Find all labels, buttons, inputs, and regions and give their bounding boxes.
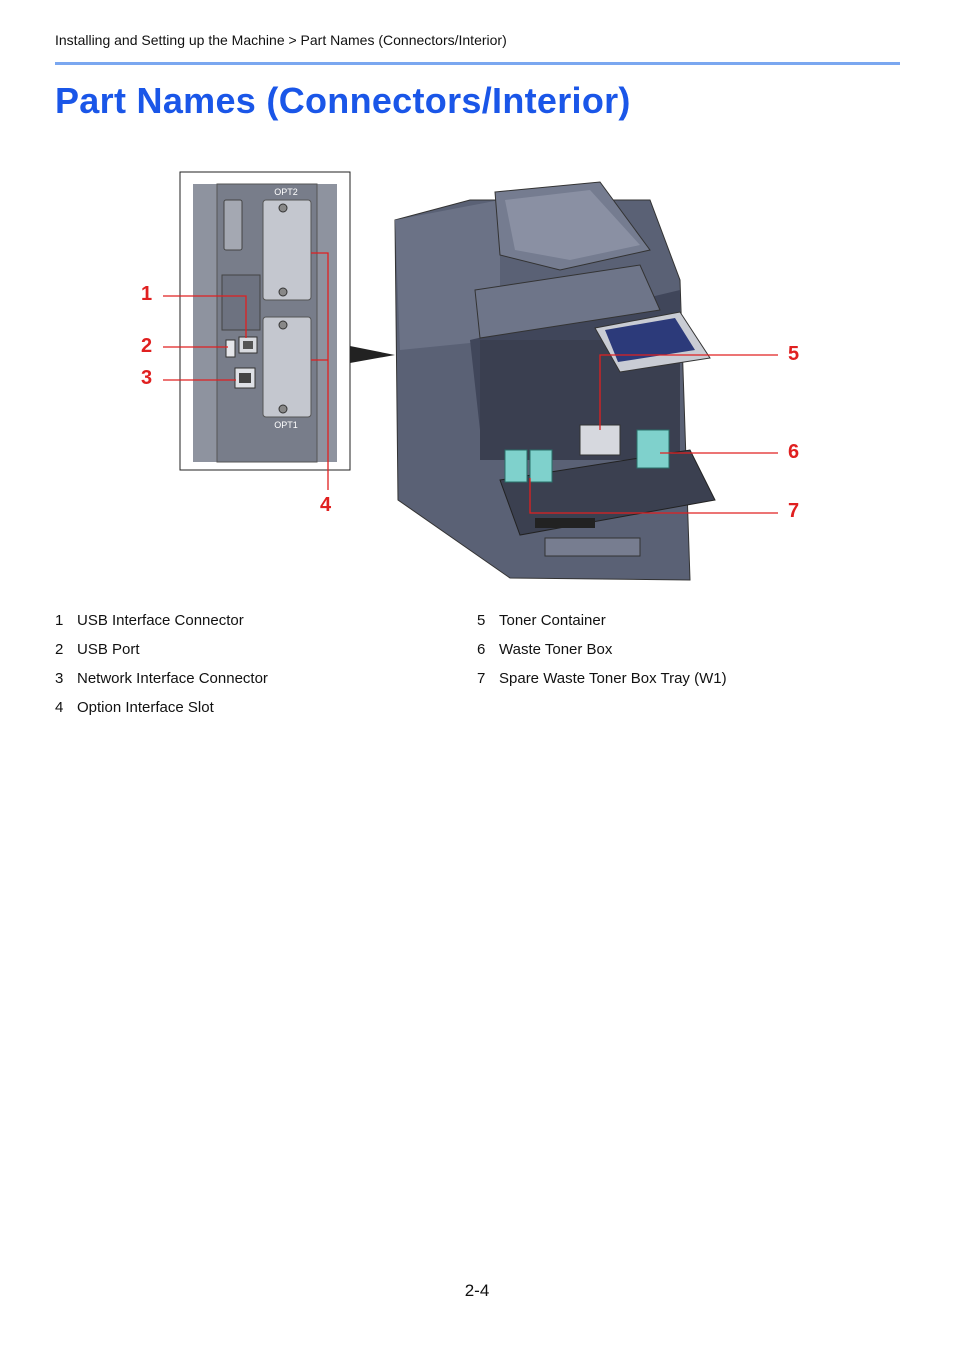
page-number: 2-4	[464, 1281, 490, 1300]
legend-number: 4	[55, 699, 64, 716]
callout-1: 1	[141, 283, 153, 305]
parts-figure	[0, 160, 954, 590]
callout-4: 4	[320, 494, 332, 516]
callout-7: 7	[788, 500, 800, 522]
opt1-label: OPT1	[274, 420, 298, 430]
header-rule	[55, 62, 900, 65]
legend-left	[55, 612, 268, 728]
opt2-slot	[263, 200, 311, 300]
legend-item	[477, 641, 727, 670]
legend-number: 5	[477, 612, 486, 629]
legend-number: 6	[477, 641, 486, 658]
legend-number: 7	[477, 670, 486, 687]
legend-number: 1	[55, 612, 64, 629]
legend-item	[55, 670, 268, 699]
callout-2: 2	[141, 335, 153, 357]
toner-container	[505, 450, 527, 482]
legend-number: 3	[55, 670, 64, 687]
callout-3: 3	[141, 367, 153, 389]
breadcrumb: Installing and Setting up the Machine > Part Names (Connectors/Interior)	[55, 32, 507, 48]
callout-5: 5	[788, 343, 800, 365]
legend-item	[477, 670, 727, 699]
legend-label: Toner Container	[499, 612, 606, 629]
usb-port	[226, 340, 235, 357]
opt1-slot	[263, 317, 311, 417]
legend-item	[55, 699, 268, 728]
legend-item	[55, 612, 268, 641]
opt2-label: OPT2	[274, 187, 298, 197]
legend-right	[477, 612, 727, 699]
legend-label: Waste Toner Box	[499, 641, 613, 658]
legend-label: Spare Waste Toner Box Tray (W1)	[499, 670, 727, 687]
legend-number: 2	[55, 641, 64, 658]
legend-item	[55, 641, 268, 670]
page-title: Part Names (Connectors/Interior)	[55, 80, 631, 121]
callout-6: 6	[788, 441, 800, 463]
legend-label: Option Interface Slot	[77, 699, 214, 716]
spare-tray	[535, 518, 595, 528]
pointer-arrow	[350, 346, 395, 363]
legend-label: USB Port	[77, 641, 140, 658]
legend-item	[477, 612, 727, 641]
waste-toner-box	[637, 430, 669, 468]
legend-label: Network Interface Connector	[77, 670, 268, 687]
legend-label: USB Interface Connector	[77, 612, 244, 629]
